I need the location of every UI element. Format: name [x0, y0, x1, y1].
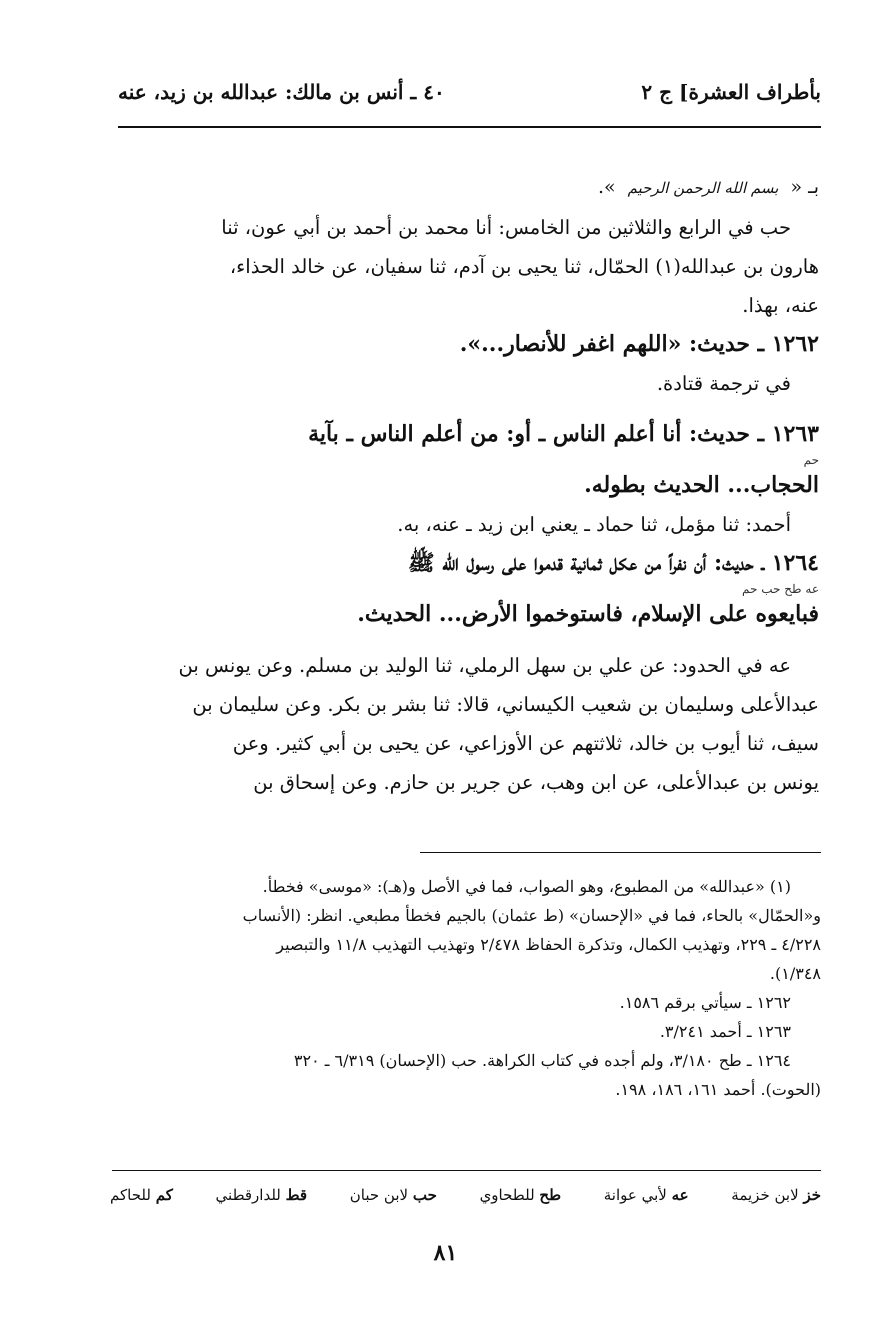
abbreviations-divider — [112, 1170, 821, 1171]
hadith-1263-source-codes: حم — [803, 453, 819, 467]
footnote-line: (١) «عبدالله» من المطبوع، وهو الصواب، فما في الأصل و(هـ): «موسى» فخطأ. — [262, 877, 791, 896]
hadith-heading-1263: ١٢٦٣ ـ حديث: أنا أعلم الناس ـ أو: من أعلم الناس ـ بآية — [308, 421, 819, 447]
spacer — [115, 403, 819, 415]
basmala-prefix: بـ « — [790, 176, 819, 198]
header-book-title: بأطراف العشرة] ج ٢ — [641, 80, 821, 104]
footnote-divider — [420, 852, 821, 853]
basmala-calligraphy: بسم الله الرحمن الرحيم — [627, 179, 779, 197]
paragraph-line: سيف، ثنا أيوب بن خالد، ثلاثتهم عن الأوزاعي، عن يحيى بن أبي كثير. وعن — [232, 732, 819, 755]
abbreviation-item: عه لأبي عوانة — [603, 1186, 689, 1204]
header-divider — [118, 126, 821, 128]
hadith-heading-1264-cont: فبايعوه على الإسلام، فاستوخموا الأرض... الحديث. — [357, 601, 819, 627]
paragraph-line: حب في الرابع والثلاثين من الخامس: أنا محمد بن أحمد بن أبي عون، ثنا — [221, 216, 791, 239]
header-chapter-title: ٤٠ ـ أنس بن مالك: عبدالله بن زيد، عنه — [118, 80, 445, 104]
footnote-1264: ١٢٦٤ ـ طح ٣/١٨٠، ولم أجده في كتاب الكراهة. حب (الإحسان) ٦/٣١٩ ـ ٣٢٠ — [293, 1051, 791, 1070]
basmala-line — [115, 168, 819, 208]
hadith-heading-1264: ١٢٦٤ ـ حديث: أن نفراً من عكل ثمانية قدموا على رسول الله ﷺ — [408, 550, 819, 576]
abbreviation-item: خز لابن خزيمة — [731, 1186, 821, 1204]
page-number: ٨١ — [433, 1240, 458, 1266]
hadith-1264-source-codes: عه طح حب حم — [742, 582, 819, 596]
footnote-1264-cont: (الحوت). أحمد ١٦١، ١٨٦، ١٩٨. — [615, 1080, 821, 1099]
hadith-1262-source: في ترجمة قتادة. — [656, 372, 791, 395]
hadith-heading-1263-cont: الحجاب... الحديث بطوله. — [584, 472, 819, 498]
hadith-heading-1262: ١٢٦٢ ـ حديث: «اللهم اغفر للأنصار...». — [459, 331, 819, 357]
footnote-line: ١/٣٤٨). — [769, 964, 821, 983]
abbreviation-item: حب لابن حبان — [349, 1186, 437, 1204]
abbreviation-item: كم للحاكم — [110, 1186, 173, 1204]
paragraph-line: عنه، بهذا. — [742, 294, 819, 317]
paragraph-line: عه في الحدود: عن علي بن سهل الرملي، ثنا الوليد بن مسلم. وعن يونس بن — [178, 654, 791, 677]
footnote-1263: ١٢٦٣ ـ أحمد ٣/٢٤١. — [659, 1022, 791, 1041]
running-header — [118, 80, 821, 104]
paragraph-line: عبدالأعلى وسليمان بن شعيب الكيساني، قالا: ثنا بشر بن بكر. وعن سليمان بن — [192, 693, 819, 716]
footnote-line: و«الحمّال» بالحاء، فما في «الإحسان» (ط عثمان) بالجيم فخطأ مطبعي. انظر: (الأنساب — [242, 906, 821, 925]
abbreviation-item: طح للطحاوي — [479, 1186, 562, 1204]
basmala-suffix: ». — [597, 176, 616, 198]
main-text — [115, 168, 819, 802]
paragraph-line: يونس بن عبدالأعلى، عن ابن وهب، عن جرير بن حازم. وعن إسحاق بن — [253, 771, 819, 794]
footnotes — [112, 872, 821, 1104]
footnote-1262: ١٢٦٢ ـ سيأتي برقم ١٥٨٦. — [619, 993, 791, 1012]
abbreviation-item: قط للدارقطني — [215, 1186, 308, 1204]
footnote-line: ٤/٢٢٨ ـ ٢٢٩، وتهذيب الكمال، وتذكرة الحفاظ ٢/٤٧٨ وتهذيب التهذيب ١١/٨ والتبصير — [276, 935, 821, 954]
abbreviations-key — [110, 1186, 821, 1204]
hadith-1263-isnad: أحمد: ثنا مؤمل، ثنا حماد ـ يعني ابن زيد ـ عنه، به. — [397, 513, 791, 536]
paragraph-line: هارون بن عبدالله(١) الحمّال، ثنا يحيى بن آدم، ثنا سفيان، عن خالد الحذاء، — [229, 255, 819, 278]
spacer — [115, 634, 819, 646]
